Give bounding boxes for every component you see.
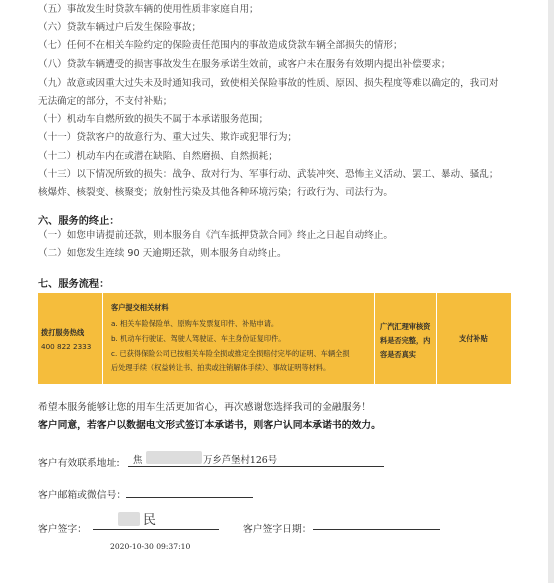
term-line-9-cont: 无法确定的部分，不支付补贴； — [38, 96, 173, 107]
review-line-1: 广汽汇理审核资 — [380, 322, 431, 331]
termination-line-1: （一）如您申请提前还款，则本服务自《汽车抵押贷款合同》终止之日起自动终止。 — [38, 230, 393, 241]
materials-line-c: c. 已获得保险公司已按相关车险全损或推定全损赔付完毕的证明、车辆全损 — [111, 349, 350, 358]
term-line-13: （十三）以下情况所致的损失：战争、敌对行为、军事行动、武装冲突、恐怖主义活动、罢工、暴动、骚乱； — [38, 169, 499, 180]
term-line-8: （八）贷款车辆遭受的损害事故发生在服务承诺生效前，或客户未在服务有效期内提出补偿要求； — [38, 59, 451, 70]
term-line-9: （九）故意或因重大过失未及时通知我司，致使相关保险事故的性质、原因、损失程度等难以确定的，我司对 — [38, 78, 499, 89]
thanks-text: 希望本服务能够让您的用车生活更加省心，再次感谢您选择我司的金融服务！ — [38, 402, 372, 413]
consent-text: 客户同意，若客户以数据电文形式签订本承诺书，则客户认同本承诺书的效力。 — [38, 420, 381, 431]
review-cell — [374, 293, 437, 384]
process-heading: 七、服务流程： — [38, 279, 110, 290]
address-label: 客户有效联系地址: — [38, 458, 120, 469]
term-line-5: （五）事故发生时贷款车辆的使用性质非家庭自用； — [38, 4, 259, 15]
email-label: 客户邮箱或微信号： — [38, 490, 127, 501]
address-underline — [128, 466, 384, 467]
address-value-end: 万乡芦堡村126号 — [203, 455, 278, 466]
hotline-cell — [38, 293, 102, 384]
review-line-2: 料是否完整，内 — [380, 336, 431, 345]
signature-mark: 民 — [143, 513, 157, 528]
term-line-10: （十）机动车自燃所致的损失不属于本承诺服务范围； — [38, 114, 269, 125]
term-line-7: （七）任何不在相关车险约定的保险责任范围内的事故造成贷款车辆全部损失的情形； — [38, 40, 403, 51]
review-line-3: 容是否真实 — [380, 350, 416, 359]
payout-label: 支付补贴 — [459, 334, 488, 343]
signature-underline — [93, 529, 219, 530]
email-underline — [126, 497, 253, 498]
materials-title: 客户提交相关材料 — [111, 303, 169, 312]
process-flow-table — [38, 293, 511, 384]
termination-heading: 六、服务的终止： — [38, 216, 120, 227]
hotline-number: 400 822 2333 — [41, 342, 92, 351]
term-line-12: （十二）机动车内在或潜在缺陷、自然磨损、自然损耗； — [38, 151, 278, 162]
date-underline — [313, 529, 440, 530]
materials-cell — [102, 293, 375, 384]
hotline-label: 拨打服务热线 — [41, 328, 85, 337]
signature-timestamp: 2020-10-30 09:37:10 — [110, 542, 191, 551]
materials-line-c-cont: 后处理手续（权益转让书、拍卖或注销解体手续）、事故证明等材料。 — [111, 363, 331, 372]
address-value-start: 焦 — [133, 455, 143, 466]
date-label: 客户签字日期： — [243, 524, 312, 535]
redacted-address — [146, 451, 202, 464]
payout-cell — [436, 293, 512, 384]
termination-line-2: （二）如您发生连续 90 天逾期还款，则本服务自动终止。 — [38, 248, 287, 259]
term-line-6: （六）贷款车辆过户后发生保险事故； — [38, 22, 202, 33]
term-line-11: （十一）贷款客户的故意行为、重大过失、欺诈或犯罪行为； — [38, 132, 298, 143]
materials-line-a: a. 相关车险保险单、原购车发票复印件、补贴申请。 — [111, 319, 279, 328]
signature-label: 客户签字： — [38, 524, 87, 535]
materials-line-b: b. 机动车行驶证、驾驶人驾驶证、车主身份证复印件。 — [111, 334, 286, 343]
term-line-13-cont: 核爆炸、核裂变、核聚变；放射性污染及其他各种环境污染；行政行为、司法行为。 — [38, 187, 393, 198]
redacted-signature — [118, 512, 140, 526]
